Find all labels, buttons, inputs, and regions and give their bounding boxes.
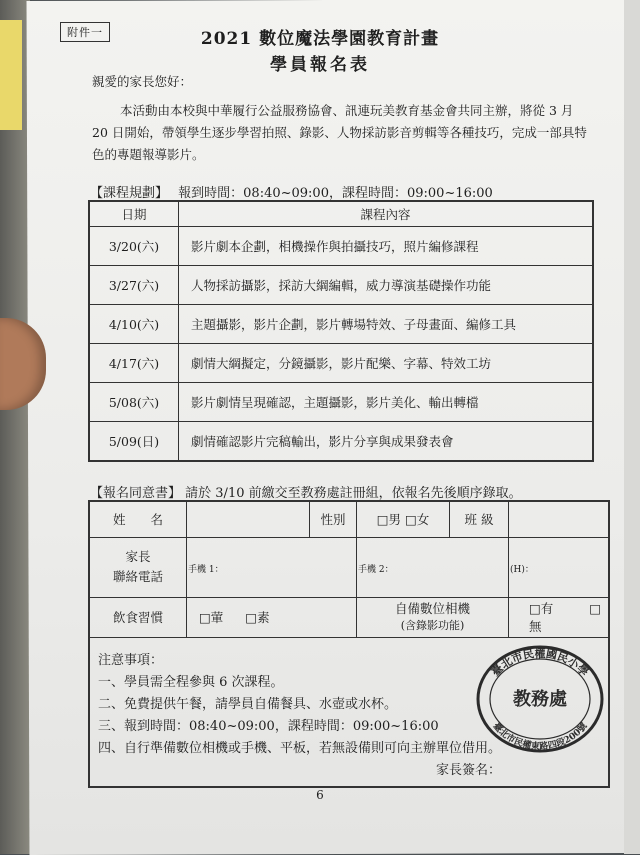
gender-male-checkbox[interactable]: □男 <box>376 512 401 528</box>
table-row <box>89 422 593 462</box>
appendix-label: 附件一 <box>60 22 110 42</box>
school-seal-stamp <box>474 643 606 755</box>
class-label: 班 級 <box>450 501 509 537</box>
course-times: 報到時間：08:40~09:00，課程時間：09:00~16:00 <box>178 186 493 201</box>
camera-label-line2: (含錄影功能) <box>400 619 465 632</box>
table-row <box>89 383 593 422</box>
course-content: 影片劇情呈現確認，主題攝影，影片美化、輸出轉檔 <box>179 383 594 422</box>
table-row <box>89 305 593 344</box>
table-row <box>89 266 593 305</box>
gender-options <box>357 501 450 537</box>
note-item: 四、自行準備數位相機或手機、平板，若無設備則可向主辦單位借用。 <box>98 741 502 756</box>
phone2-field[interactable] <box>357 537 509 597</box>
name-row <box>89 501 609 537</box>
contact-row <box>89 537 609 597</box>
greeting: 親愛的家長您好： <box>92 74 193 89</box>
diet-row <box>89 597 609 637</box>
name-field[interactable] <box>187 501 310 537</box>
home-phone-field[interactable] <box>509 537 610 597</box>
course-section-label: 【課程規劃】 <box>90 186 169 201</box>
diet-options <box>187 597 357 637</box>
consent-instruction: 請於 3/10 前繳交至教務處註冊組，依報名先後順序錄取。 <box>185 486 522 501</box>
diet-label: 飲食習慣 <box>89 597 187 637</box>
home-phone-label: (H)： <box>510 564 534 575</box>
course-content: 主題攝影，影片企劃，影片轉場特效、子母畫面、編修工具 <box>179 305 594 344</box>
course-content: 影片劇本企劃，相機操作與拍攝技巧，照片編修課程 <box>179 227 594 266</box>
contact-label-line1: 家長 <box>125 549 151 564</box>
camera-label-line1: 自備數位相機 <box>394 601 470 616</box>
camera-label <box>357 597 509 637</box>
contact-label-line2: 聯絡電話 <box>112 569 163 584</box>
notes-block <box>98 650 501 760</box>
document-subtitle: 學員報名表 <box>270 55 370 75</box>
note-item: 三、報到時間：08:40~09:00，課程時間：09:00~16:00 <box>98 719 439 734</box>
name-label: 姓 名 <box>89 501 187 537</box>
course-content: 人物採訪攝影，採訪大綱編輯，威力導演基礎操作功能 <box>179 266 594 305</box>
contact-label <box>89 537 187 597</box>
course-content: 劇情確認影片完稿輸出，影片分享與成果發表會 <box>179 422 594 462</box>
course-date: 5/09(日) <box>89 422 179 462</box>
phone1-field[interactable] <box>187 537 357 597</box>
content-header: 課程內容 <box>179 201 594 227</box>
consent-section-header <box>90 482 522 501</box>
course-content: 劇情大綱擬定，分鏡攝影，影片配樂、字幕、特效工坊 <box>179 344 594 383</box>
document-title: 2021 數位魔法學園教育計畫 <box>200 29 440 49</box>
class-field[interactable] <box>509 501 610 537</box>
consent-section-label: 【報名同意書】 <box>90 486 182 501</box>
course-date: 5/08(六) <box>89 383 179 422</box>
page-stack-edge <box>624 0 640 854</box>
diet-veg-checkbox[interactable]: □素 <box>245 610 270 625</box>
course-date: 3/20(六) <box>89 227 179 266</box>
table-row <box>89 344 593 383</box>
camera-options <box>509 597 610 637</box>
notes-heading: 注意事項： <box>98 653 164 668</box>
stamp-center-text: 教務處 <box>513 689 567 710</box>
diet-meat-checkbox[interactable]: □葷 <box>199 610 224 625</box>
table-row <box>89 227 593 266</box>
stamp-bottom-text: 臺北市民權東路四段200號 <box>490 721 590 753</box>
parent-signature-label: 家長簽名： <box>436 763 502 778</box>
course-date: 4/10(六) <box>89 305 179 344</box>
intro-paragraph: 本活動由本校與中華履行公益服務協會、訊連玩美教育基金會共同主辦，將從 3 月 20 日開始，帶領學生逐步學習拍照、錄影、人物採訪影音剪輯等各種技巧，完成一部具特色的專題報導影片。 <box>92 103 587 162</box>
course-header-row <box>89 201 593 227</box>
gender-female-checkbox[interactable]: □女 <box>404 512 430 528</box>
note-item: 一、學員需全程參與 6 次課程。 <box>98 675 284 690</box>
course-table <box>88 200 594 462</box>
gender-label: 性別 <box>310 501 357 537</box>
note-item: 二、免費提供午餐，請學員自備餐具、水壺或水杯。 <box>98 697 398 712</box>
date-header: 日期 <box>89 201 179 227</box>
phone1-label: 手機 1： <box>188 564 224 575</box>
camera-no-checkbox[interactable]: □無 <box>529 601 602 634</box>
phone2-label: 手機 2： <box>358 564 394 575</box>
stamp-top-text: 臺北市民權國民小學 <box>489 647 591 679</box>
course-date: 3/27(六) <box>89 266 179 305</box>
course-section-header <box>90 182 493 201</box>
camera-yes-checkbox[interactable]: □有 <box>529 601 554 616</box>
page-number: 6 <box>316 788 324 802</box>
course-date: 4/17(六) <box>89 344 179 383</box>
